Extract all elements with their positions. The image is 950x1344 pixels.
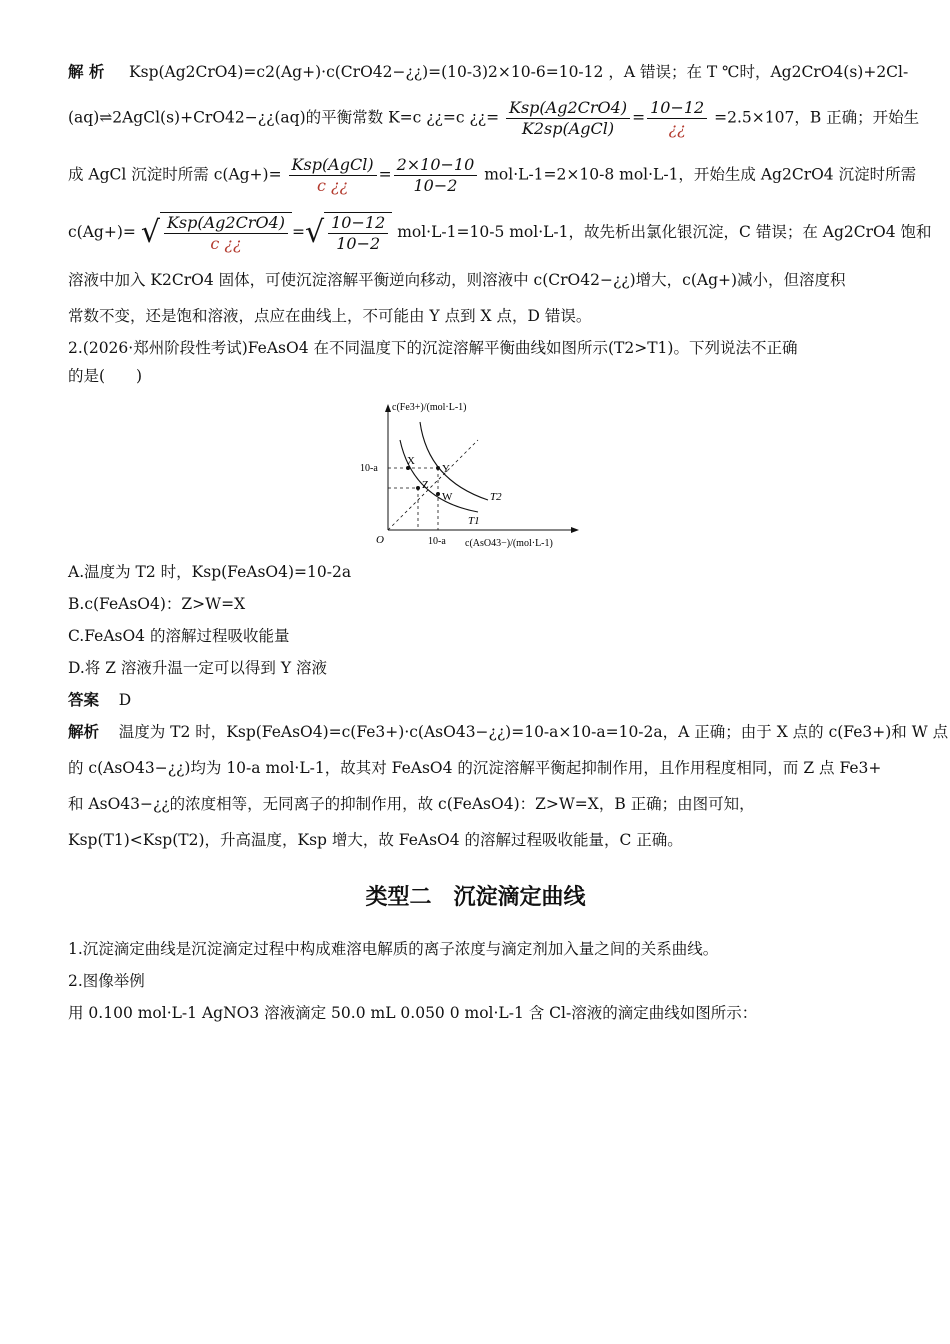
option-b: B.c(FeAsO4)：Z>W=X	[68, 595, 246, 613]
section-p3: 用 0.100 mol·L-1 AgNO3 溶液滴定 50.0 mL 0.050 0 mol·L-1 含 Cl-溶液的滴定曲线如图所示：	[68, 1004, 758, 1022]
curve-t2-label: T2	[490, 491, 502, 503]
option-a: A.温度为 T2 时，Ksp(FeAsO4)=10-2a	[68, 563, 352, 581]
x-axis-label: c(AsO43−)/(mol·L-1)	[465, 538, 553, 549]
analysis1-label: 解 析	[68, 62, 105, 81]
analysis1-text1: Ksp(Ag2CrO4)=c2(Ag+)·c(CrO42−¿¿)=(10-3)2×10-6=10-12 ，A 错误；在 T ℃时，Ag2CrO4(s)+2Cl-	[129, 63, 909, 81]
analysis2-text1: 温度为 T2 时，Ksp(FeAsO4)=c(Fe3+)·c(AsO43−¿¿)=10-a×10-a=10-2a，A 正确；由于 X 点的 c(Fe3+)和 W 点	[118, 723, 949, 741]
analysis1-text2a: (aq)⇌2AgCl(s)+CrO42−¿¿(aq)的平衡常数 K=c ¿¿=c ¿¿=	[68, 108, 500, 127]
point-w	[436, 492, 440, 496]
analysis2-label: 解析	[68, 722, 100, 741]
analysis2-line4: Ksp(T1)<Ksp(T2)，升高温度，Ksp 增大，故 FeAsO4 的溶解过程吸收能量，C 正确。	[68, 831, 683, 849]
analysis1-text3a: 成 AgCl 沉淀时所需 c(Ag+)=	[68, 165, 282, 184]
section-title: 类型二 沉淀滴定曲线	[365, 885, 586, 910]
fraction-denominator: ¿¿	[668, 119, 686, 138]
option-d: D.将 Z 溶液升温一定可以得到 Y 溶液	[68, 659, 328, 677]
diagonal-guide	[388, 440, 478, 530]
y-axis-label: c(Fe3+)/(mol·L-1)	[392, 402, 467, 413]
point-z-label: Z	[422, 479, 429, 491]
point-w-label: W	[442, 491, 453, 503]
ag2cro4-value-fraction	[328, 213, 388, 254]
answer-line	[68, 690, 883, 710]
section-p2: 2.图像举例	[68, 972, 145, 990]
answer-value: D	[118, 691, 132, 709]
point-y-label: Y	[442, 463, 450, 475]
fraction-numerator: 10−12	[328, 213, 388, 234]
agcl-value-fraction	[394, 155, 478, 196]
sqrt-icon: √	[140, 215, 160, 250]
analysis1-text4b: mol·L-1=10-5 mol·L-1，故先析出氯化银沉淀，C 错误；在 Ag2CrO4 饱和	[397, 223, 932, 241]
analysis1-line2: (aq)⇌2AgCl(s)+CrO42−¿¿(aq)的平衡常数 K=c ¿¿=c ¿¿= $\frac{\text{Ksp(Ag2CrO4)}}{\text{K2sp(AgCl)}}$ = $\frac{10-12}{¿¿}$ =2.5×107，B 正确；开始生	[68, 98, 920, 138]
fraction-numerator: 10−12	[647, 98, 707, 119]
analysis1-line5: 溶液中加入 K2CrO4 固体，可使沉淀溶解平衡逆向移动，则溶液中 c(CrO42−¿¿)增大，c(Ag+)减小，但溶度积	[68, 271, 846, 289]
fraction-denominator: 10−2	[336, 234, 381, 253]
agcl-fraction	[289, 155, 377, 196]
analysis1-line1	[68, 62, 909, 82]
analysis1-line4: c(Ag+)= √ $\frac{\text{Ksp(Ag2CrO4)}}{c ¿¿}$ =√ $\frac{10-12}{10-2}$ mol·L-1=10-5 mol·L-1，故先析出氯化银沉淀，C 错误；在 Ag2CrO4 饱和	[68, 213, 932, 253]
fraction-numerator: Ksp(Ag2CrO4)	[164, 213, 288, 234]
analysis1-text4a: c(Ag+)=	[68, 223, 136, 241]
fraction-denominator: c ¿¿	[316, 176, 349, 195]
solubility-curve-figure	[358, 400, 598, 550]
analysis1-text3b: mol·L-1=2×10-8 mol·L-1，开始生成 Ag2CrO4 沉淀时所需	[484, 165, 917, 184]
fraction-denominator: 10−2	[413, 176, 458, 195]
value-fraction	[647, 98, 707, 139]
y-tick-label: 10-a	[360, 463, 378, 474]
fraction-denominator: K2sp(AgCl)	[521, 119, 615, 138]
point-z	[416, 486, 420, 490]
question2-stem2: 的是( )	[68, 367, 143, 385]
analysis1-text2b: =2.5×107，B 正确；开始生	[714, 108, 920, 127]
analysis1-line3: 成 AgCl 沉淀时所需 c(Ag+)= $\frac{\text{Ksp(AgCl)}}{c ¿¿}$ = $\frac{2\times 10-10}{10-2}$ mol·L-1=2×10-8 mol·L-1，开始生成 Ag2CrO4 沉淀时所需	[68, 155, 917, 195]
question2-stem1: 2.(2026·郑州阶段性考试)FeAsO4 在不同温度下的沉淀溶解平衡曲线如图所示(T2>T1)。下列说法不正确	[68, 339, 798, 357]
ksp-ratio-fraction	[506, 98, 630, 139]
curve-t1	[400, 440, 478, 512]
analysis2-line1	[68, 722, 949, 742]
fraction-numerator: Ksp(AgCl)	[289, 155, 377, 176]
analysis2-line2: 的 c(AsO43−¿¿)均为 10-a mol·L-1，故其对 FeAsO4 的沉淀溶解平衡起抑制作用，且作用程度相同，而 Z 点 Fe3+	[68, 759, 882, 777]
answer-label: 答案	[68, 690, 100, 709]
curve-t1-label: T1	[468, 515, 480, 527]
sqrt-radicand	[324, 212, 392, 254]
sqrt-icon: √	[305, 215, 325, 250]
solubility-curve-svg	[358, 400, 598, 550]
origin-label: O	[376, 534, 384, 546]
page-content	[68, 62, 949, 1023]
fraction-denominator: c ¿¿	[210, 234, 242, 253]
analysis2-line3: 和 AsO43−¿¿的浓度相等，无同离子的抑制作用，故 c(FeAsO4)：Z>W=X，B 正确；由图可知，	[68, 795, 755, 813]
sqrt-radicand	[160, 212, 292, 254]
fraction-numerator: Ksp(Ag2CrO4)	[506, 98, 630, 119]
option-c: C.FeAsO4 的溶解过程吸收能量	[68, 627, 290, 645]
x-tick-label: 10-a	[428, 536, 446, 547]
fraction-numerator: 2×10−10	[394, 155, 478, 176]
section-p1: 1.沉淀滴定曲线是沉淀滴定过程中构成难溶电解质的离子浓度与滴定剂加入量之间的关系曲线。	[68, 940, 719, 958]
y-axis-arrow-icon	[385, 404, 391, 412]
ag2cro4-fraction	[164, 213, 288, 254]
point-x-label: X	[407, 455, 415, 467]
point-y	[436, 466, 440, 470]
analysis1-line6: 常数不变，还是饱和溶液，点应在曲线上，不可能由 Y 点到 X 点，D 错误。	[68, 307, 592, 325]
x-axis-arrow-icon	[571, 527, 579, 533]
curve-t2	[420, 422, 488, 500]
